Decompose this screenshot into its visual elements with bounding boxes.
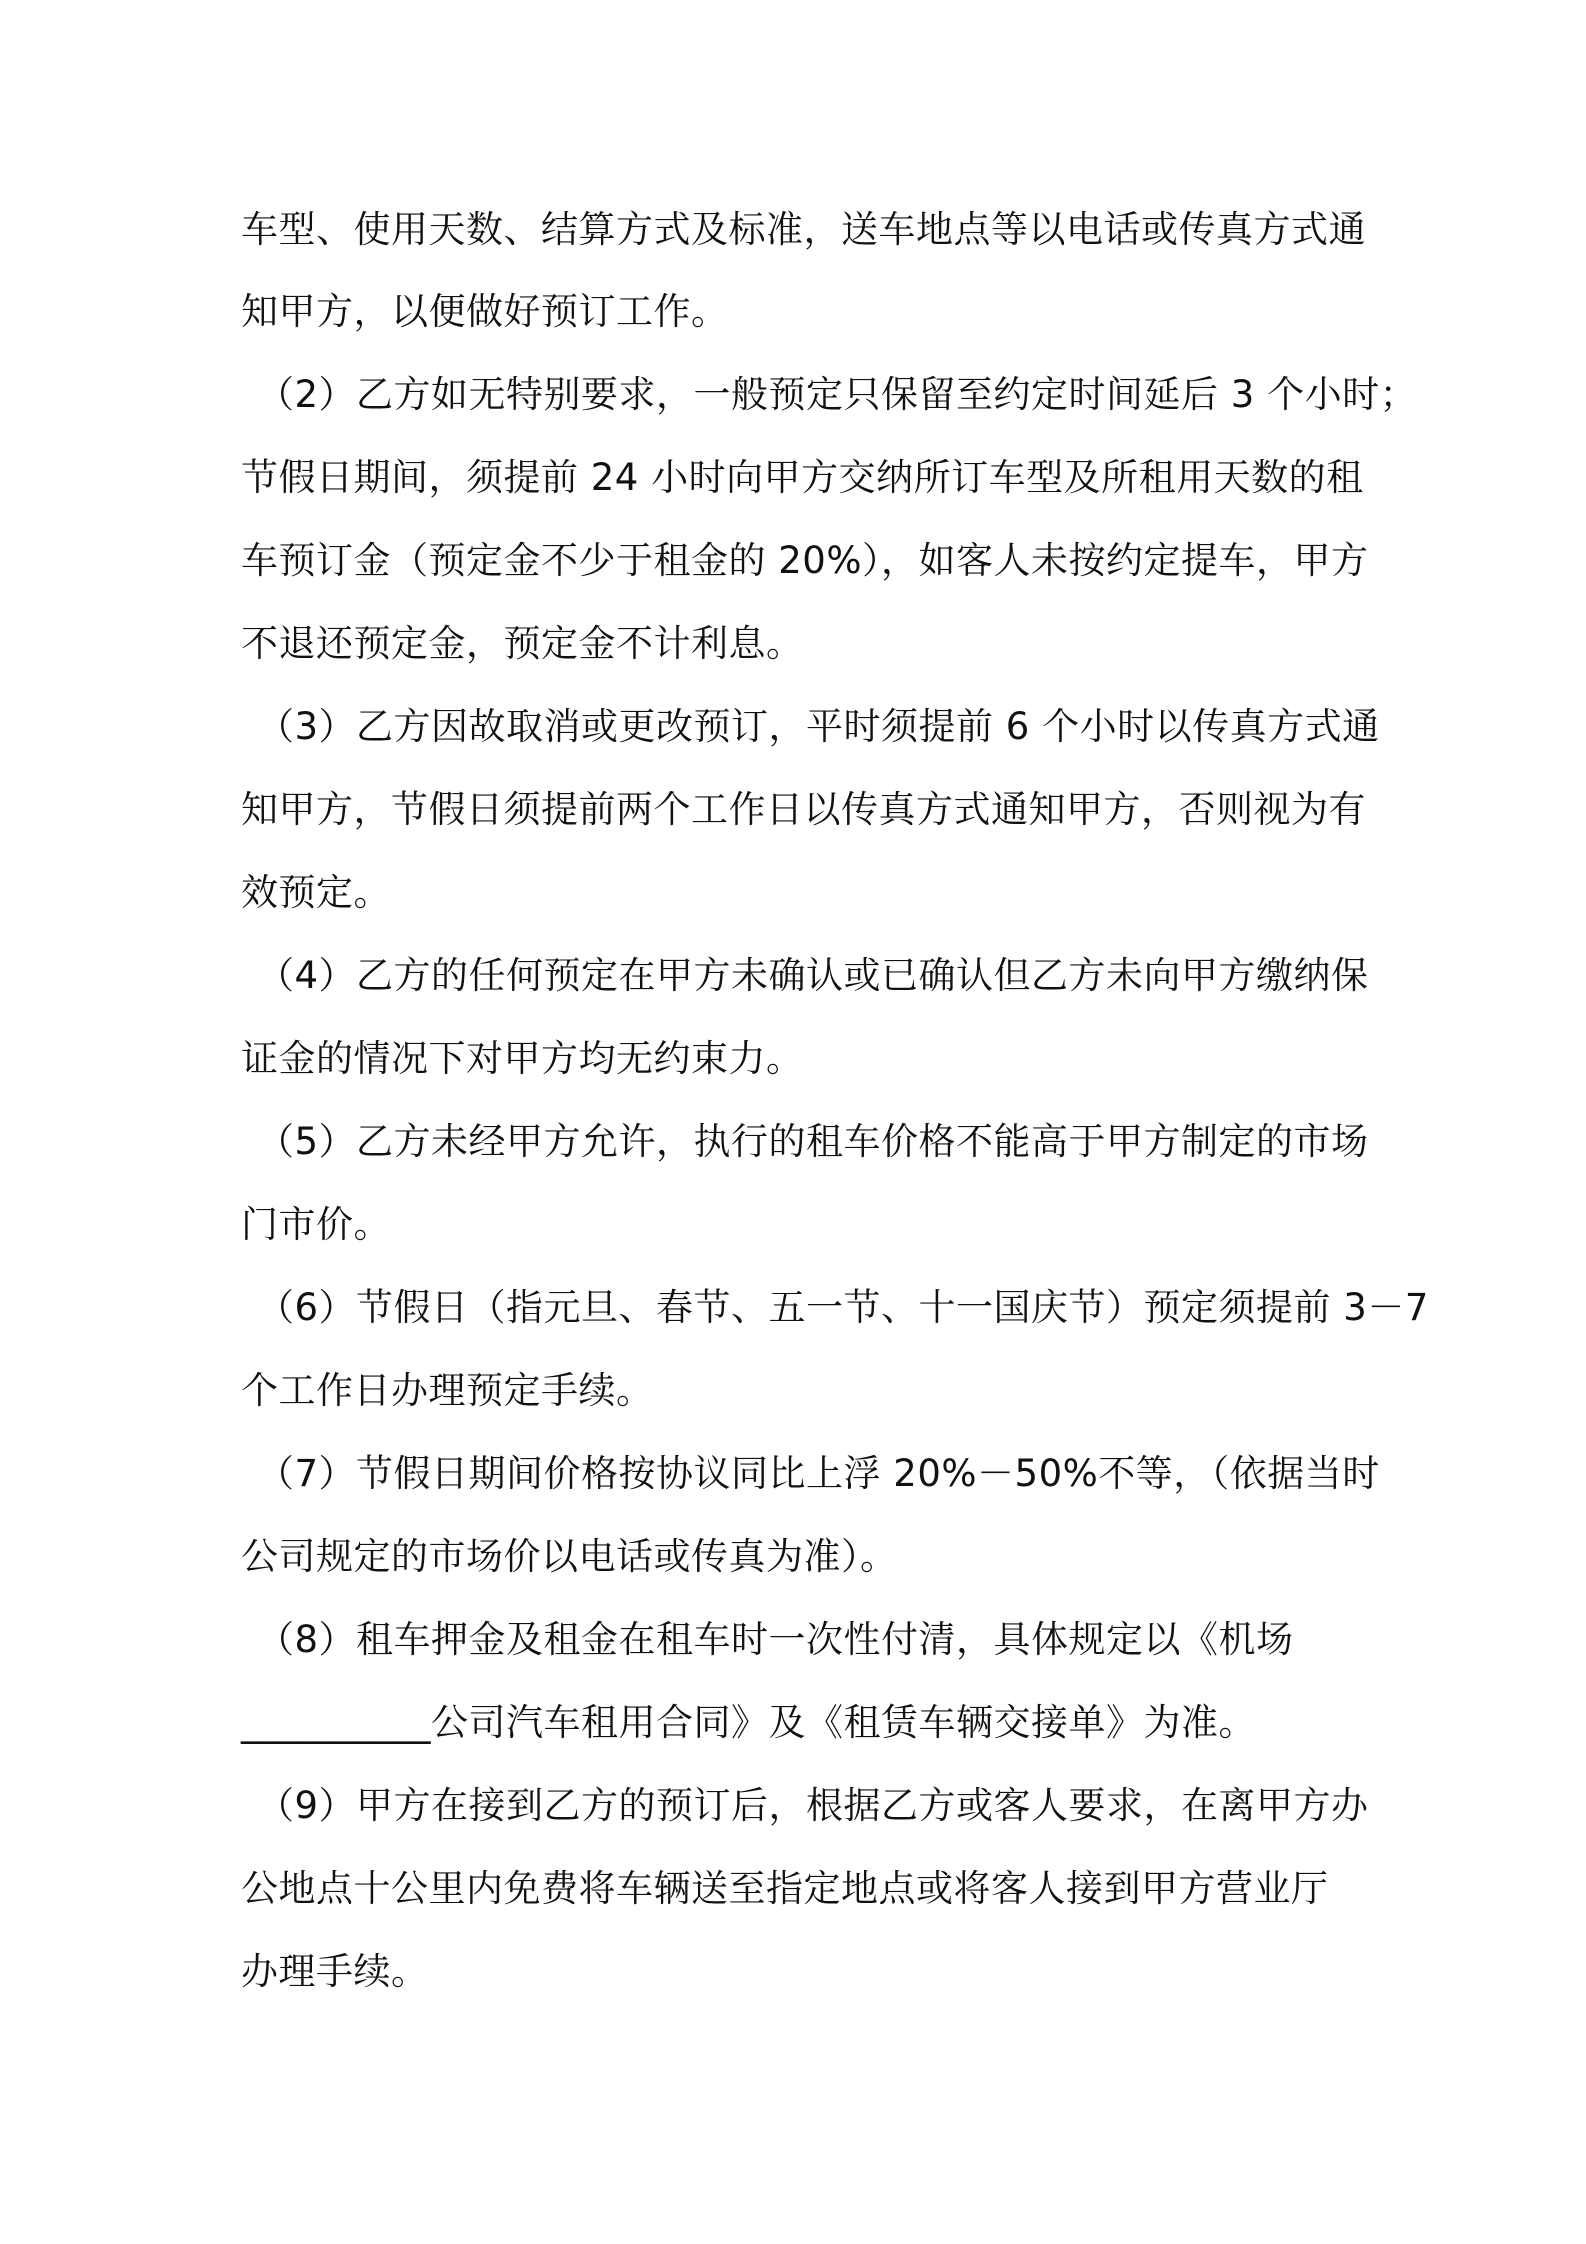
text-line: 门市价。 — [241, 1203, 391, 1246]
text-line: 办理手续。 — [241, 1950, 429, 1993]
clause-7-line: （7）节假日期间价格按协议同比上浮 20%－50%不等，（依据当时 — [257, 1452, 1380, 1495]
clause-2-line: （2）乙方如无特别要求，一般预定只保留至约定时间延后 3 个小时； — [257, 373, 1418, 416]
text-line: 车型、使用天数、结算方式及标准，送车地点等以电话或传真方式通 — [241, 208, 1366, 251]
text-line: 知甲方，节假日须提前两个工作日以传真方式通知甲方，否则视为有 — [241, 788, 1366, 831]
clause-4-line: （4）乙方的任何预定在甲方未确认或已确认但乙方未向甲方缴纳保 — [257, 954, 1369, 997]
clause-3-line: （3）乙方因故取消或更改预订，平时须提前 6 个小时以传真方式通 — [257, 705, 1380, 748]
clause-9-line: （9）甲方在接到乙方的预订后，根据乙方或客人要求，在离甲方办 — [257, 1784, 1369, 1827]
text-line: 公司规定的市场价以电话或传真为准）。 — [241, 1535, 898, 1578]
text-line: __________公司汽车租用合同》及《租赁车辆交接单》为准。 — [241, 1701, 1256, 1744]
clause-5-line: （5）乙方未经甲方允许，执行的租车价格不能高于甲方制定的市场 — [257, 1120, 1369, 1163]
text-line: 效预定。 — [241, 871, 391, 914]
text-line: 证金的情况下对甲方均无约束力。 — [241, 1037, 804, 1080]
text-line: 个工作日办理预定手续。 — [241, 1369, 654, 1412]
text-line: 不退还预定金，预定金不计利息。 — [241, 622, 804, 665]
text-line: 公地点十公里内免费将车辆送至指定地点或将客人接到甲方营业厅 — [241, 1867, 1329, 1910]
clause-8-line: （8）租车押金及租金在租车时一次性付清，具体规定以《机场 — [257, 1618, 1294, 1661]
clause-6-line: （6）节假日（指元旦、春节、五一节、十一国庆节）预定须提前 3－7 — [257, 1286, 1429, 1329]
text-line: 节假日期间，须提前 24 小时向甲方交纳所订车型及所租用天数的租 — [241, 456, 1364, 499]
text-line: 知甲方，以便做好预订工作。 — [241, 290, 729, 333]
text-line: 车预订金（预定金不少于租金的 20%），如客人未按约定提车，甲方 — [241, 539, 1369, 582]
